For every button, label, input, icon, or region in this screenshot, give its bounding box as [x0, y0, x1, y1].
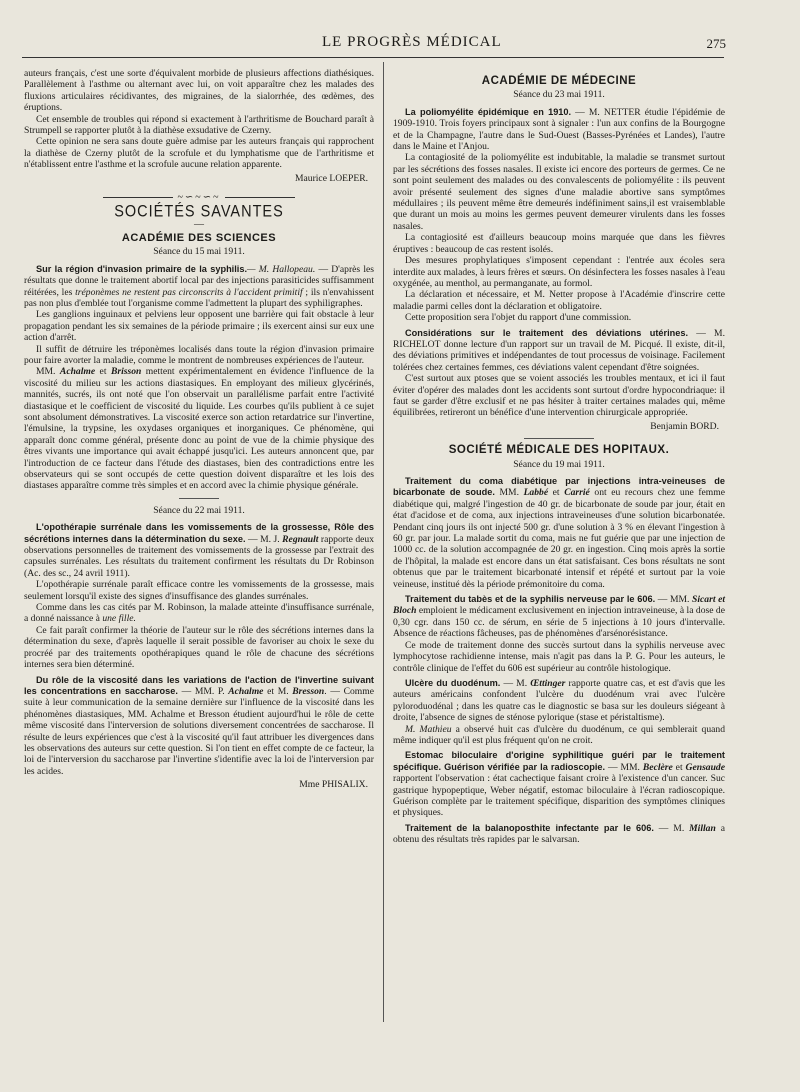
- article-text: — D'après les résultats que donne le traitement abortif local par des injections parasiticides suffisamment réitérées, les: [24, 263, 374, 298]
- article-text: — MM.: [655, 594, 693, 606]
- article-text: emploient le médicament exclusivement en injection intraveineuse, à la dose de 0,30 cgr. dans 150 cc. de sérum, en série de 5 injections à 10 jours d'intervalle. Absence de réactions fâcheuses, pas de phénomènes d'arsénorésistance.: [393, 605, 725, 640]
- article: [24, 264, 374, 310]
- article-text: — M.: [571, 106, 604, 118]
- article-author: Œttinger: [530, 677, 566, 689]
- page-header: [22, 34, 726, 54]
- article-text: et M.: [263, 685, 293, 697]
- paragraph: La contagiosité est d'ailleurs beaucoup moins marquée que dans les fièvres éruptives : beaucoup de cas restent isolés.: [393, 232, 725, 255]
- short-rule: [179, 498, 219, 499]
- article-title: Ulcère du duodénum.: [405, 677, 501, 688]
- paragraph: L'opothérapie surrénale paraît efficace contre les vomissements de la grossesse, mais seulement lorsqu'il existe des signes d'insuffisance des glandes surrénales.: [24, 579, 374, 602]
- article-title: Traitement du coma diabétique par injections intra-veineuses de bicarbonate de soude.: [393, 476, 725, 498]
- article-text: et: [95, 366, 111, 378]
- article-author: Labbé: [523, 487, 549, 499]
- article-title: La poliomyélite épidémique en 1910.: [405, 106, 572, 117]
- article-text: . — Comme suite à leur communication de la semaine dernière sur l'influence de la viscosité dans les phénomènes diastasiques, MM. Achalme et Bresson étudient aujourd'hui le rôle de cette même viscosité dans l'interversion de solutions diversement concentrées de saccharose. Il résulte de leurs expériences que c'est à la viscosité qu'il faut attribuer les divergences dans les observations des auteurs sur cette question. Si l'on tient en effet compte de ce facteur, la loi de l'interversion du saccharose par l'invertine s'identifie avec la loi de l'interversion par les acides.: [24, 685, 374, 777]
- article-author: Sicart et Bloch: [393, 594, 726, 617]
- article-text: a obtenu des résultats très rapides par le salvarsan.: [393, 822, 725, 846]
- emphasis-text: une fille.: [102, 613, 136, 625]
- article: [24, 522, 374, 579]
- article-author: Gensaude: [685, 761, 725, 773]
- article: [393, 724, 725, 747]
- article-author: M. Mathieu: [405, 723, 452, 735]
- session-date: Séance du 23 mai 1911.: [513, 89, 605, 101]
- article-text: et: [672, 761, 686, 773]
- article-text: et: [548, 487, 565, 499]
- article-author: Achalme: [59, 366, 96, 378]
- header-rule: [22, 57, 724, 58]
- article-text: MM.: [36, 366, 60, 378]
- paragraph: auteurs français, c'est une sorte d'équivalent morbide de plusieurs affections diathésiques. Parallèlement à l'asthme ou alternant avec lui, on voit apparaître chez les malades des fluxions articulaires récidivantes, des migraines, de la sialorrhée, des œdèmes, des éruptions.: [24, 68, 374, 114]
- article-author: Carrié: [564, 487, 590, 499]
- article-text: — MM.: [605, 761, 643, 773]
- article-author: Millan: [689, 822, 716, 834]
- article-text: mettent expérimentalement en évidence l'influence de la viscosité du milieu sur les actions diastasiques. En employant des milieux glycérinés, mannités, sucrés, ils ont noté que l'on observait un parallélisme parfait entre l'activité diastasique et le coefficient de viscosité du liquide. Les courbes qu'ils publient à ce sujet sont absolument démonstratives. La viscosité exerce son action retardatrice sur l'invertine, l'émulsine, la trypsine, les oxydases organiques et inorganiques. Ce phénomène, qui apparaît donc comme général, présente donc au point de vue de la chimie physique des êtres vivants une importance qui avait échappé jusqu'ici. Les auteurs annoncent que, par l'introduction de ce facteur dans l'étude des diastases, bien des contradictions entre les observateurs qui se sont occupés de cette question doivent disparaître et les lois des diastases apparaître comme très simples et en accord avec la chimie physique générale.: [24, 366, 374, 492]
- article: [393, 107, 725, 153]
- session-date: Séance du 15 mai 1911.: [153, 246, 245, 258]
- paragraph: Cette proposition sera l'objet du rapport d'une commission.: [405, 312, 632, 324]
- paragraph: Ce fait paraît confirmer la théorie de l'auteur sur le rôle des sécrétions internes dans la détermination du sexe, d'après laquelle il serait possible de favoriser au choix le sexe du procréé par des traitements opothérapiques quand le rôle de chacune des sécrétions internes sera bien déterminé.: [24, 624, 374, 671]
- emphasis-text: tréponèmes ne restent pas circonscrits à l'accident primitif: [75, 286, 303, 298]
- article: [393, 328, 725, 374]
- page-number: 275: [706, 36, 726, 51]
- academy-title: ACADÉMIE DE MÉDECINE: [481, 75, 637, 87]
- article-text: ; ils n'envahissent pas non plus d'emblée tout l'organisme comme l'admettent la plupart des syphiligraphes.: [24, 286, 375, 309]
- right-column: [393, 68, 725, 846]
- title-dash: —: [194, 218, 204, 230]
- article-text: a observé huit cas d'ulcère du duodénum, ce qui semblerait quand même indiquer qu'il est plus fréquent qu'on ne croit.: [393, 723, 726, 746]
- article-text: ont eu recours chez une femme diabétique qui, malgré l'ingestion de 40 gr. de bicarbonate de soude par jour, était en état d'acidose et de coma, aux injections intraveineuses d'une solution bicarbonatée. Pendant cinq jours ils ont injecté 500 gr. d'une solution à 3 % en élevant l'ingestion à 60 gr. par jour. La malade sortit du coma, mais ne fut guérie que par une injection de 1000 cc. de la solution accompagnée de 20 gr. en ingestion. Cinq mois après la sortie de l'hôpital, la malade est encore dans un état satisfaisant. Ces bons résultats ne sont obtenus que par le traitement bicarbonaté intensif et répété et surtout par la voie veineuse, institué dès la période prémonitoire du coma.: [393, 487, 725, 590]
- paragraph: Des mesures prophylatiques s'imposent cependant : l'entrée aux écoles sera interdite aux malades, à leurs frères et sœurs. On désinfectera les fosses nasales à l'eau oxygénée, au menthol, au permanganate, au formol.: [393, 255, 725, 289]
- section-title: SOCIÉTÉS SAVANTES: [114, 203, 284, 222]
- article: [24, 602, 374, 625]
- paragraph: Cette opinion ne sera sans doute guère admise par les auteurs français qui rapprochent la diathèse de Czerny plutôt de la scrofule et du lymphatisme que de l'arthritisme et n'établissent entre l'asthme et la scrofule aucune relation apparente.: [24, 136, 374, 171]
- society-title: SOCIÉTÉ MÉDICALE DES HOPITAUX.: [448, 444, 670, 457]
- session-date: Séance du 19 mai 1911.: [513, 458, 605, 470]
- article-text: — MM. P.: [177, 685, 229, 697]
- article-title: Estomac biloculaire d'origine syphilitique guéri par le traitement spécifique. Guérison vérifiée par la radioscopie.: [393, 750, 725, 772]
- article-text: MM.: [494, 487, 524, 499]
- article-text: — M.: [653, 822, 690, 834]
- signature: Benjamin BORD.: [650, 420, 719, 432]
- article: [393, 594, 725, 640]
- article-author: RICHELOT: [393, 338, 441, 350]
- article-author: Regnault: [282, 533, 319, 545]
- session-date: Séance du 22 mai 1911.: [153, 504, 245, 516]
- column-divider: [383, 62, 384, 1022]
- journal-title: LE PROGRÈS MÉDICAL: [322, 34, 502, 50]
- article-title: L'opothérapie surrénale dans les vomissements de la grossesse, Rôle des sécrétions internes dans la détermination du sexe.: [24, 522, 374, 544]
- article-text: rapporte deux observations personnelles de traitement des vomissements de la grossesse par l'extrait des capsules surrénales. Les résultats du traitement confirment les résultats du Dr Robinson (Ac. des sc., 24 avril 1911).: [24, 533, 374, 579]
- article-author: Achalme: [228, 685, 264, 697]
- article: [393, 476, 725, 590]
- article-title: Traitement de la balanoposthite infectante par le 606.: [405, 822, 654, 833]
- article: [24, 675, 374, 778]
- article-text: — M.: [500, 677, 531, 689]
- paragraph: La contagiosité de la poliomyélite est indubitable, la maladie se transmet surtout par les sécrétions des fosses nasales. Il existe ici encore des porteurs de germes. Ce ne sont point seulement des malades ou des convalescents de poliomyélite : ils peuvent avoir présenté seulement des signes d'une maladie abortive sans symptômes médullaires ; ils peuvent même être demeurés indéfiniment sains,il est vraisemblable que durant un mois au moins les germes peuvent demeurer virulents dans les fosses nasales.: [393, 152, 725, 232]
- article: [24, 366, 374, 491]
- article-author: Bresson: [292, 685, 325, 697]
- article-text: donne lecture d'un rapport sur un travail de M. Picqué. Il existe, dit-il, des déviations primitives et indépendantes de tout processus de voisinage. Facilement tolérées chez certaines femmes, ces déviations valent cependant d'être soignées.: [393, 338, 725, 373]
- article-title: Considérations sur le traitement des déviations utérines.: [405, 327, 689, 338]
- paragraph: Les ganglions inguinaux et pelviens leur opposent une barrière qui fait obstacle à leur propagation pendant les six semaines de la période primaire ; ils exercent ainsi sur eux une action d'arrêt.: [24, 309, 374, 344]
- ornament-divider: ~∽~∽~: [24, 192, 374, 203]
- article-title: Traitement du tabès et de la syphilis nerveuse par le 606.: [405, 594, 656, 605]
- paragraph: Il suffit de détruire les tréponèmes localisés dans toute la région d'invasion primaire pour faire avorter la maladie, comme le montrent de nombreuses expériences de l'auteur.: [24, 343, 374, 366]
- article-author: Beclère: [642, 761, 673, 773]
- article-title: Sur la région d'invasion primaire de la syphilis.: [36, 263, 247, 274]
- paragraph: La déclaration et nécessaire, et M. Netter propose à l'Académie d'inscrire cette maladie parmi celles dont la déclaration et obligatoire.: [393, 289, 725, 312]
- article-text: — M.: [688, 327, 725, 339]
- article-text: rapportent l'observation : état cachectique faisant croire à l'existence d'un cancer. Suc gastrique hypopeptique, Weber négatif, estomac biloculaire à l'écran radioscopique. Guérison complète par le traitement spécifique, disparition des symptômes cliniques et physiques.: [393, 773, 725, 819]
- article-text: — M. J.: [245, 533, 283, 545]
- left-column: [24, 68, 374, 791]
- article-author: NETTER: [603, 106, 641, 118]
- academy-title: ACADÉMIE DES SCIENCES: [121, 231, 277, 244]
- signature: Mme PHISALIX.: [299, 779, 368, 791]
- article: [393, 678, 725, 724]
- article: [393, 823, 725, 846]
- article-author: — M. Hallopeau.: [247, 263, 316, 275]
- article: [393, 750, 725, 818]
- paragraph: C'est surtout aux ptoses que se voient associés les troubles mentaux, et ici il faut éviter d'opérer des malades dont les accidents sont surtout d'ordre hypocondriaque: il faut se garder d'être exclusif et ne pas hésiter à traiter certaines malades qui, même équilibrées, retireront un bénéfice d'une intervention chirurgicale appropriée.: [393, 373, 725, 419]
- article-text: rapporte quatre cas, et est d'avis que les auteurs américains confondent l'ulcère du duodénum vrai avec l'ulcère pyloroduodénal ; dans les quatre cas le diagnostic se basa sur les douleurs siégeant à droite, l'absence de signes de sténose pylorique (stase et péristaltisme).: [393, 677, 725, 724]
- paragraph: Cet ensemble de troubles qui répond si exactement à l'arthritisme de Bouchard paraît à Strumpell se rapporter plutôt à la diathèse exsudative de Czerny.: [24, 113, 374, 137]
- paragraph: Ce mode de traitement donne des succès surtout dans la syphilis nerveuse avec lymphocytose rachidienne intense, mais n'agit pas dans la P. G. Pour les auteurs, le contrôle clinique de l'effet du 606 est supérieur au contrôle histologique.: [393, 639, 725, 674]
- article-author: Brisson: [110, 366, 142, 378]
- article-title: Du rôle de la viscosité dans les variations de l'action de l'invertine suivant les concentrations en saccharose.: [24, 674, 374, 696]
- short-rule: [524, 438, 594, 439]
- article-text: étudie l'épidémie de 1909-1910. Trois foyers principaux sont à signaler : l'un aux confins de la Bourgogne et de la Champagne, l'autre dans le Sud-Ouest (Basses-Pyrénées et Landes), l'autre dans le Maine et l'Anjou.: [393, 106, 725, 153]
- article-text: Comme dans les cas cités par M. Robinson, la malade atteinte d'insuffisance surrénale, a donné naissance à: [24, 602, 374, 625]
- signature: Maurice LOEPER.: [294, 172, 368, 184]
